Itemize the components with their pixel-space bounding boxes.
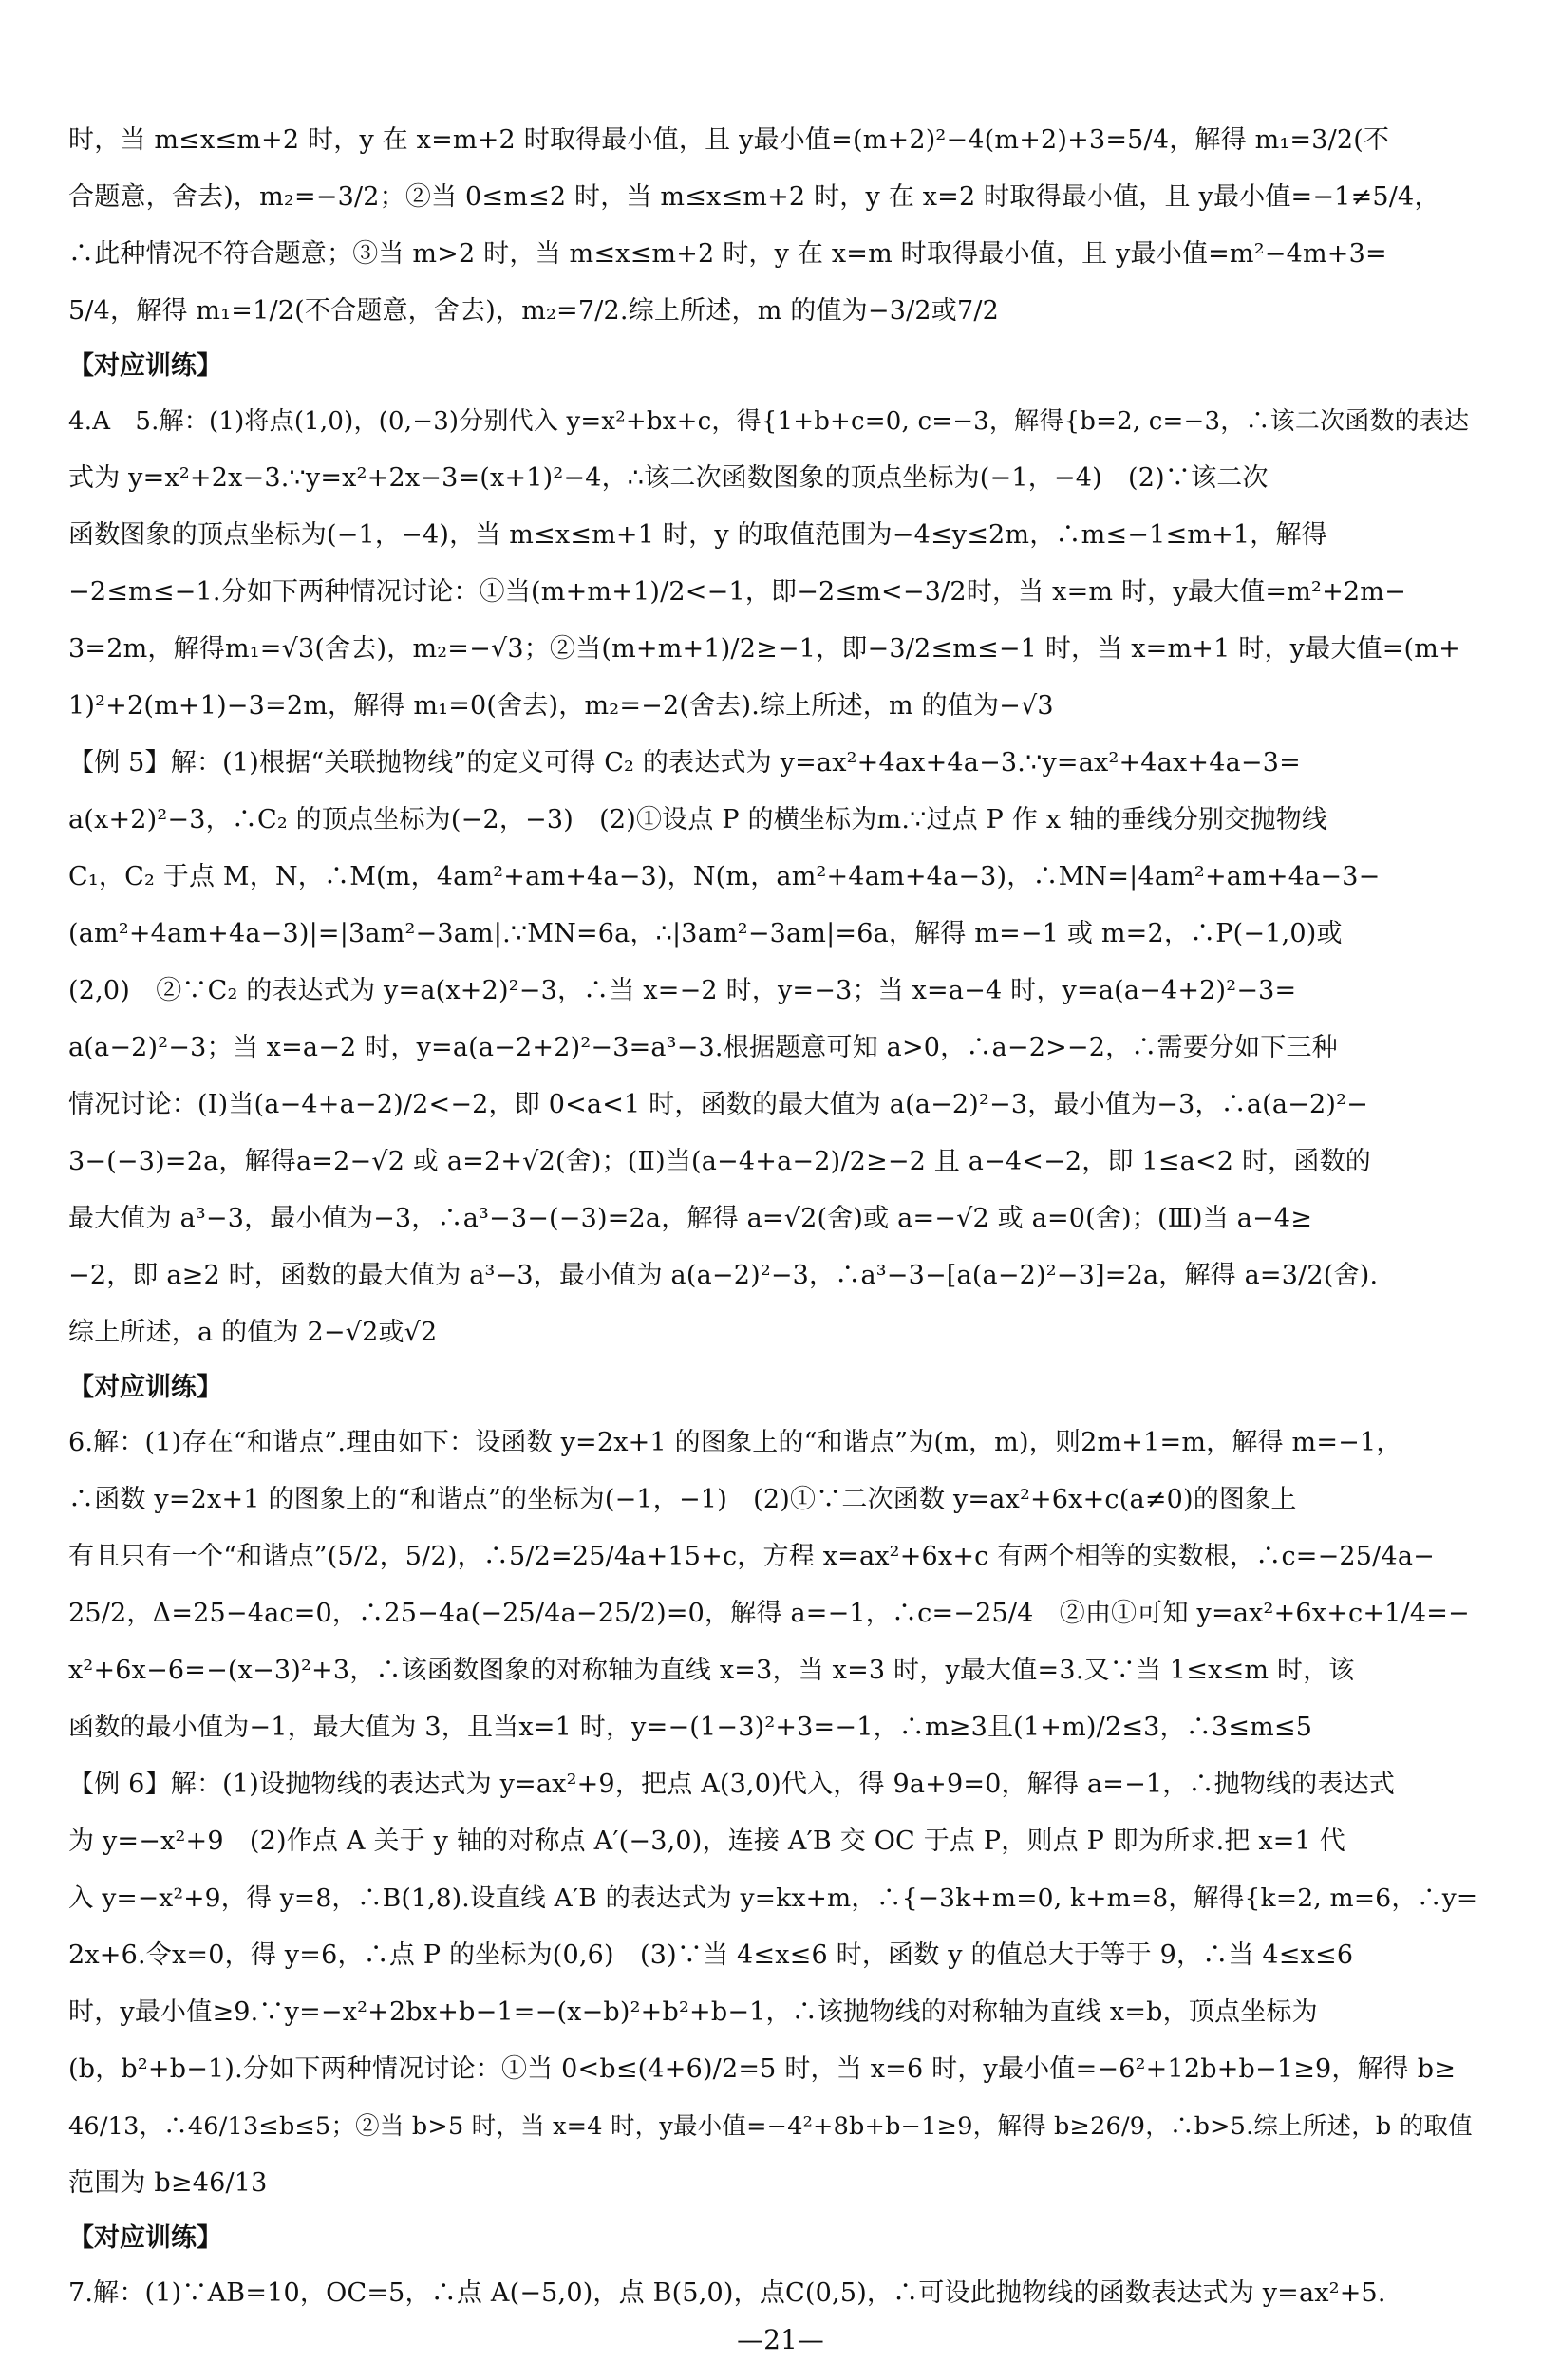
text-line: 3=2m，解得m₁=√3(舍去)，m₂=−√3；②当(m+m+1)/2≥−1，即−3/2≤m≤−1 时，当 x=m+1 时，y最大值=(m+ xyxy=(68,634,1460,664)
text-line: 范围为 b≥46/13 xyxy=(68,2168,268,2198)
text-line: 46/13，∴46/13≤b≤5；②当 b>5 时，当 x=4 时，y最小值=−4²+8b+b−1≥9，解得 b≥26/9，∴b>5.综上所述，b 的取值 xyxy=(68,2112,1473,2141)
text-line: 25/2，Δ=25−4ac=0，∴25−4a(−25/4a−25/2)=0，解得 a=−1，∴c=−25/4 ②由①可知 y=ax²+6x+c+1/4=− xyxy=(68,1599,1470,1628)
text-line: ∴此种情况不符合题意；③当 m>2 时，当 m≤x≤m+2 时，y 在 x=m 时取得最小值，且 y最小值=m²−4m+3= xyxy=(68,239,1387,269)
text-line: 情况讨论：(Ⅰ)当(a−4+a−2)/2<−2，即 0<a<1 时，函数的最大值为 a(a−2)²−3，最小值为−3，∴a(a−2)²− xyxy=(68,1090,1368,1119)
text-line: (b，b²+b−1).分如下两种情况讨论：①当 0<b≤(4+6)/2=5 时，当 x=6 时，y最小值=−6²+12b+b−1≥9，解得 b≥ xyxy=(68,2054,1457,2084)
page-content xyxy=(68,112,1493,2322)
text-line: 3−(−3)=2a，解得a=2−√2 或 a=2+√2(舍)；(Ⅱ)当(a−4+a−2)/2≥−2 且 a−4<−2，即 1≤a<2 时，函数的 xyxy=(68,1147,1371,1176)
text-line: 综上所述，a 的值为 2−√2或√2 xyxy=(68,1318,438,1347)
text-line: 函数的最小值为−1，最大值为 3，且当x=1 时，y=−(1−3)²+3=−1，∴m≥3且(1+m)/2≤3，∴3≤m≤5 xyxy=(68,1713,1313,1742)
text-line: 最大值为 a³−3，最小值为−3，∴a³−3−(−3)=2a，解得 a=√2(舍)或 a=−√2 或 a=0(舍)；(Ⅲ)当 a−4≥ xyxy=(68,1204,1313,1233)
text-line: 合题意，舍去)，m₂=−3/2；②当 0≤m≤2 时，当 m≤x≤m+2 时，y 在 x=2 时取得最小值，且 y最小值=−1≠5/4， xyxy=(68,182,1440,212)
text-line: 1)²+2(m+1)−3=2m，解得 m₁=0(舍去)，m₂=−2(舍去).综上所述，m 的值为−√3 xyxy=(68,691,1054,721)
text-line: 有且只有一个“和谐点”(5/2，5/2)，∴5/2=25/4a+15+c，方程 x=ax²+6x+c 有两个相等的实数根，∴c=−25/4a− xyxy=(68,1542,1435,1571)
page-number: —21— xyxy=(737,2324,824,2355)
text-line: (2,0) ②∵C₂ 的表达式为 y=a(x+2)²−3，∴当 x=−2 时，y=−3；当 x=a−4 时，y=a(a−4+2)²−3= xyxy=(68,976,1297,1005)
text-line: 7.解：(1)∵AB=10，OC=5，∴点 A(−5,0)，点 B(5,0)，点C(0,5)，∴可设此抛物线的函数表达式为 y=ax²+5. xyxy=(68,2278,1386,2308)
section-heading: 【对应训练】 xyxy=(68,351,222,381)
section-heading: 【对应训练】 xyxy=(68,1373,222,1402)
text-line: a(a−2)²−3；当 x=a−2 时，y=a(a−2+2)²−3=a³−3.根据题意可知 a>0，∴a−2>−2，∴需要分如下三种 xyxy=(68,1033,1338,1062)
text-line: 为 y=−x²+9 (2)作点 A 关于 y 轴的对称点 A′(−3,0)，连接 A′B 交 OC 于点 P，则点 P 即为所求.把 x=1 代 xyxy=(68,1827,1345,1856)
text-line: 入 y=−x²+9，得 y=8，∴B(1,8).设直线 A′B 的表达式为 y=kx+m，∴{−3k+m=0, k+m=8，解得{k=2, m=6，∴y= xyxy=(68,1883,1478,1913)
text-line: 6.解：(1)存在“和谐点”.理由如下：设函数 y=2x+1 的图象上的“和谐点”为(m，m)，则2m+1=m，解得 m=−1， xyxy=(68,1428,1402,1457)
text-line: (am²+4am+4a−3)|=|3am²−3am|.∵MN=6a，∴|3am²−3am|=6a，解得 m=−1 或 m=2，∴P(−1,0)或 xyxy=(68,919,1343,948)
text-line: 时，当 m≤x≤m+2 时，y 在 x=m+2 时取得最小值，且 y最小值=(m+2)²−4(m+2)+3=5/4，解得 m₁=3/2(不 xyxy=(68,125,1390,155)
text-line: −2，即 a≥2 时，函数的最大值为 a³−3，最小值为 a(a−2)²−3，∴a³−3−[a(a−2)²−3]=2a，解得 a=3/2(舍). xyxy=(68,1261,1379,1290)
section-heading: 【对应训练】 xyxy=(68,2223,222,2253)
text-line: 【例 5】解：(1)根据“关联抛物线”的定义可得 C₂ 的表达式为 y=ax²+4ax+4a−3.∵y=ax²+4ax+4a−3= xyxy=(68,748,1301,778)
text-line: 函数图象的顶点坐标为(−1，−4)，当 m≤x≤m+1 时，y 的取值范围为−4≤y≤2m，∴m≤−1≤m+1，解得 xyxy=(68,520,1327,550)
text-line: 5/4，解得 m₁=1/2(不合题意，舍去)，m₂=7/2.综上所述，m 的值为−3/2或7/2 xyxy=(68,296,1000,326)
text-line: 【例 6】解：(1)设抛物线的表达式为 y=ax²+9，把点 A(3,0)代入，得 9a+9=0，解得 a=−1，∴抛物线的表达式 xyxy=(68,1770,1396,1799)
text-line: C₁，C₂ 于点 M，N，∴M(m，4am²+am+4a−3)，N(m，am²+4am+4a−3)，∴MN=|4am²+am+4a−3− xyxy=(68,862,1381,891)
text-line: 式为 y=x²+2x−3.∵y=x²+2x−3=(x+1)²−4，∴该二次函数图象的顶点坐标为(−1，−4) (2)∵该二次 xyxy=(68,463,1269,493)
text-line: 时，y最小值≥9.∵y=−x²+2bx+b−1=−(x−b)²+b²+b−1，∴该抛物线的对称轴为直线 x=b，顶点坐标为 xyxy=(68,1997,1318,2027)
text-line: x²+6x−6=−(x−3)²+3，∴该函数图象的对称轴为直线 x=3，当 x=3 时，y最大值=3.又∵当 1≤x≤m 时，该 xyxy=(68,1656,1355,1685)
text-line: 2x+6.令x=0，得 y=6，∴点 P 的坐标为(0,6) (3)∵当 4≤x≤6 时，函数 y 的值总大于等于 9，∴当 4≤x≤6 xyxy=(68,1940,1354,1970)
text-line: −2≤m≤−1.分如下两种情况讨论：①当(m+m+1)/2<−1，即−2≤m<−3/2时，当 x=m 时，y最大值=m²+2m− xyxy=(68,577,1406,607)
text-line: ∴函数 y=2x+1 的图象上的“和谐点”的坐标为(−1，−1) (2)①∵二次函数 y=ax²+6x+c(a≠0)的图象上 xyxy=(68,1485,1297,1514)
text-line: a(x+2)²−3，∴C₂ 的顶点坐标为(−2，−3) (2)①设点 P 的横坐标为m.∵过点 P 作 x 轴的垂线分别交抛物线 xyxy=(68,805,1328,834)
text-line: 4.A 5.解：(1)将点(1,0)，(0,−3)分别代入 y=x²+bx+c，得{1+b+c=0, c=−3，解得{b=2, c=−3，∴该二次函数的表达 xyxy=(68,407,1470,436)
